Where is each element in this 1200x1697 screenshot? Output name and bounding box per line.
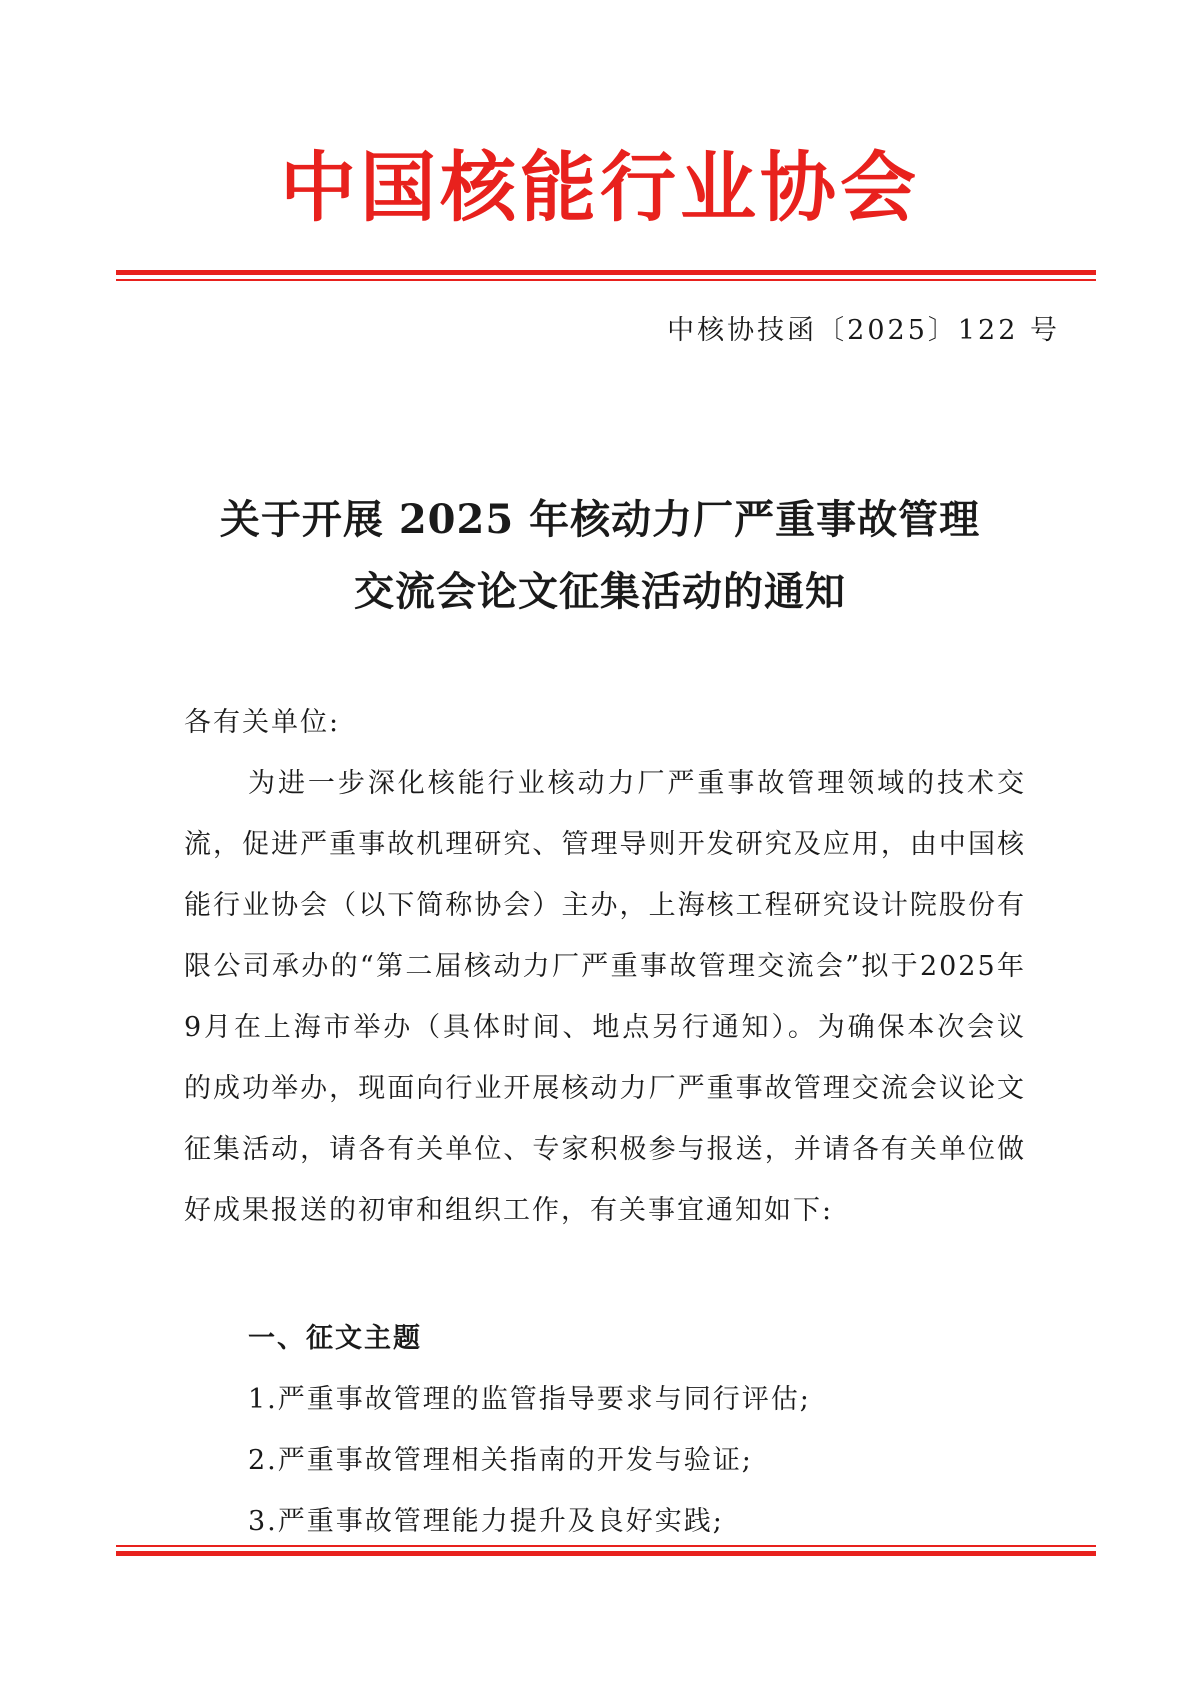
notice-title-line-2: 交流会论文征集活动的通知 [354,568,846,615]
intro-paragraph: 为进一步深化核能行业核动力厂严重事故管理领域的技术交流，促进严重事故机理研究、管理导则开发研究及应用，由中国核能行业协会（以下简称协会）主办，上海核工程研究设计院股份有限公司承办的“第二届核动力厂严重事故管理交流会”拟于2025年9月在上海市举办（具体时间、地点另行通知）。为确保本次会议的成功举办，现面向行业开展核动力厂严重事故管理交流会议论文征集活动，请各有关单位、专家积极参与报送，并请各有关单位做好成果报送的初审和组织工作，有关事宜通知如下: [184,768,1026,1226]
header-divider [116,270,1096,281]
footer-divider-thick-line [116,1551,1096,1556]
section-heading-topics: 一、征文主题 [248,1323,422,1354]
footer-divider [116,1545,1096,1556]
topic-item: 3.严重事故管理能力提升及良好实践; [248,1506,724,1537]
topic-list [248,1369,811,1552]
header-divider-thin-line [116,279,1096,281]
topic-item: 2.严重事故管理相关指南的开发与验证; [248,1445,753,1476]
topic-item: 1.严重事故管理的监管指导要求与同行评估; [248,1384,811,1415]
organization-header: 中国核能行业协会 [280,143,920,232]
salutation: 各有关单位: [184,707,341,738]
document-number: 中核协技函〔2025〕122 号 [667,315,1060,346]
notice-title-line-1: 关于开展 2025 年核动力厂严重事故管理 [219,496,981,543]
